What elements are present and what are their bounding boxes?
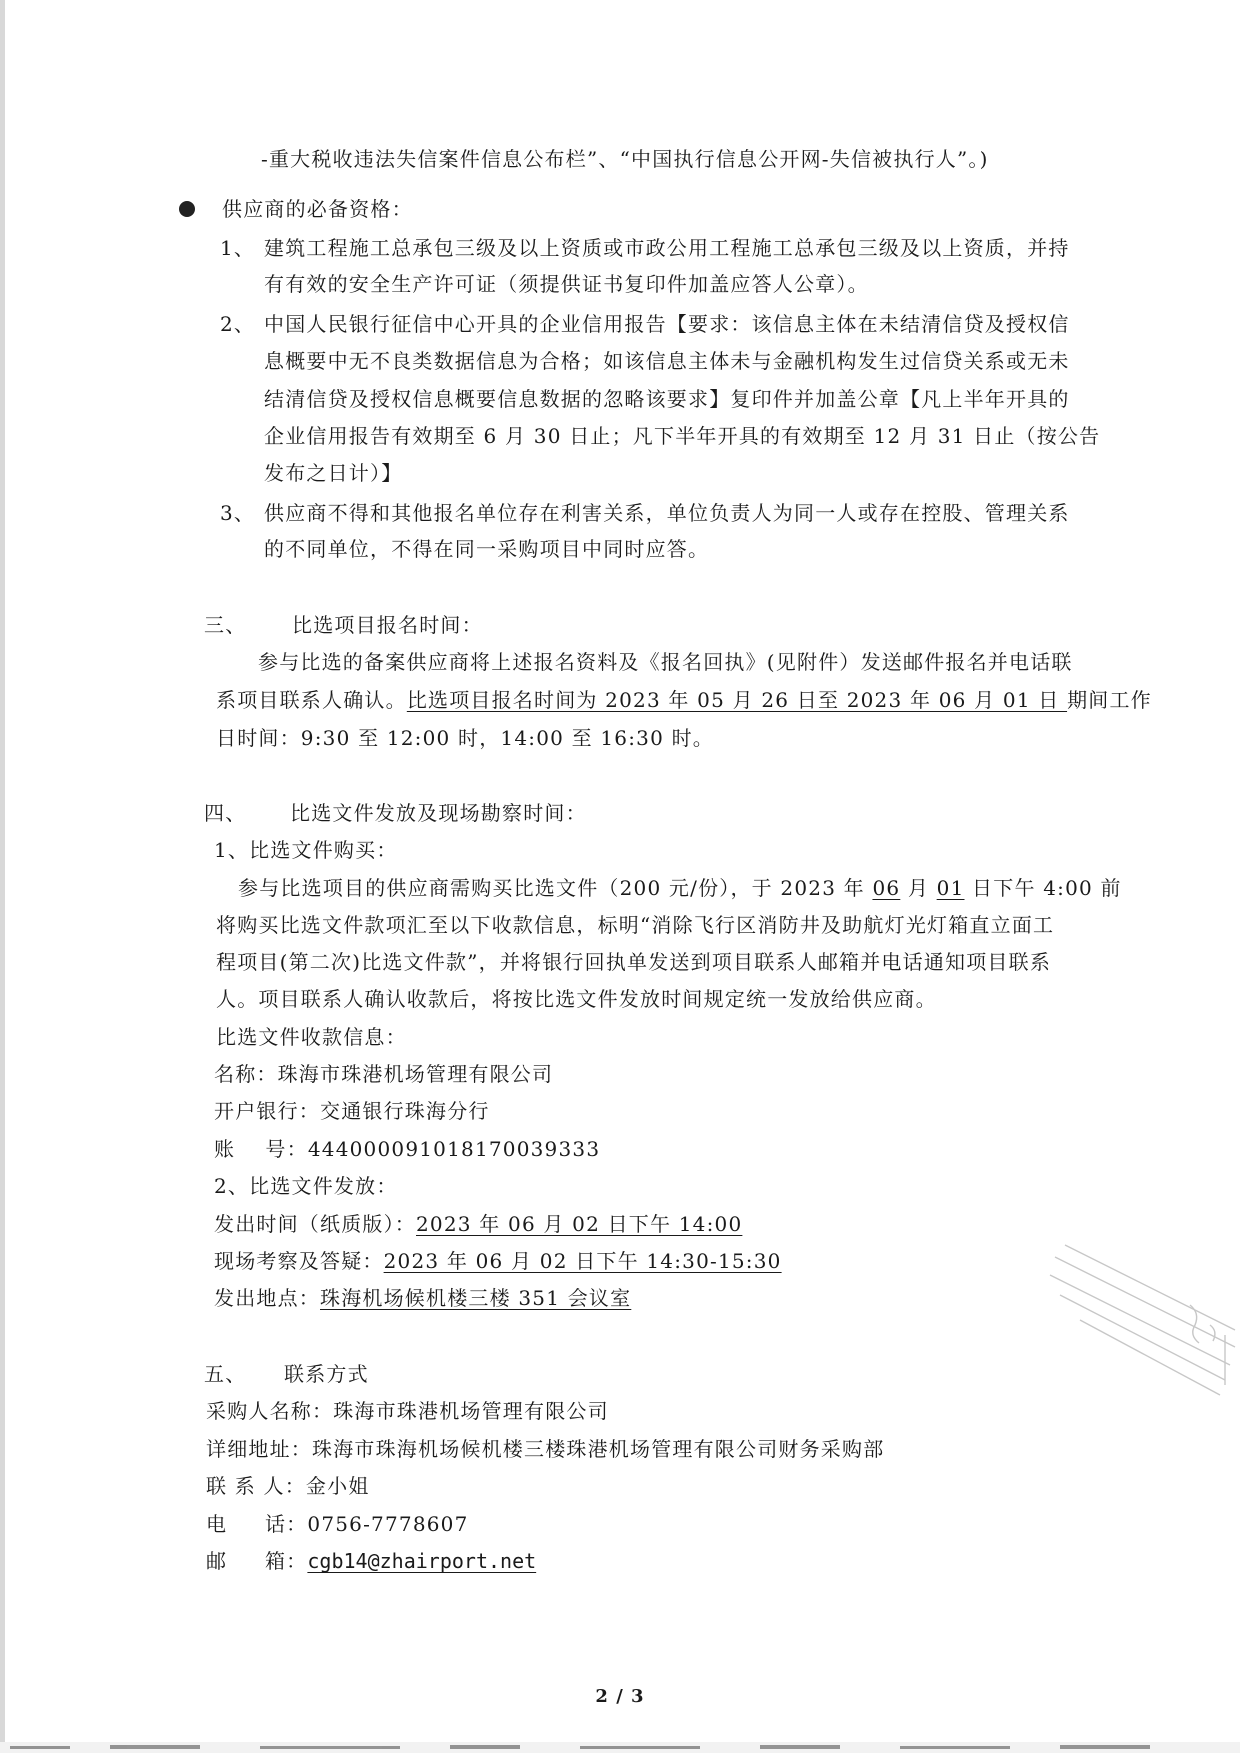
section-4-paragraph: 程项目(第二次)比选文件款”，并将银行回执单发送到项目联系人邮箱并电话通知项目联系: [216, 950, 1052, 974]
issue-time: 发出时间（纸质版）：2023 年 06 月 02 日下午 14:00: [214, 1212, 743, 1236]
qual-item-2-line: 息概要中无不良类数据信息为合格；如该信息主体未与金融机构发生过信贷关系或无未: [264, 349, 1070, 373]
section-3-paragraph: 系项目联系人确认。比选项目报名时间为 2023 年 05 月 26 日至 2023 年 06 月 01 日 期间工作: [216, 688, 1152, 712]
site-visit-time: 现场考察及答疑：2023 年 06 月 02 日下午 14:30-15:30: [214, 1249, 782, 1273]
qual-item-3-line: 供应商不得和其他报名单位存在利害关系，单位负责人为同一人或存在控股、管理关系: [264, 501, 1070, 525]
section-4-subtitle-2: 2、比选文件发放：: [214, 1174, 398, 1198]
section-3-paragraph: 参与比选的备案供应商将上述报名资料及《报名回执》(见附件）发送邮件报名并电话联: [258, 650, 1073, 674]
purchase-day: 01: [936, 876, 965, 900]
section-3-paragraph: 日时间：9:30 至 12:00 时，14:00 至 16:30 时。: [216, 726, 714, 750]
payee-bank: 开户银行：交通银行珠海分行: [214, 1099, 490, 1123]
section-5-title: 联系方式: [284, 1362, 369, 1386]
qualifications-title: 供应商的必备资格：: [222, 197, 413, 221]
section-4-paragraph: 人。项目联系人确认收款后，将按比选文件发放时间规定统一发放给供应商。: [216, 987, 937, 1011]
buyer-address: 详细地址：珠海市珠海机场候机楼三楼珠港机场管理有限公司财务采购部: [206, 1437, 885, 1461]
bullet-icon: [179, 201, 195, 217]
stamp-remnant-icon: [1040, 1235, 1240, 1405]
section-3-title: 比选项目报名时间：: [292, 613, 483, 637]
qual-item-2-line: 中国人民银行征信中心开具的企业信用报告【要求：该信息主体在未结清信贷及授权信: [264, 312, 1070, 336]
payee-info-title: 比选文件收款信息：: [216, 1025, 407, 1049]
qual-item-1-line: 建筑工程施工总承包三级及以上资质或市政公用工程施工总承包三级及以上资质，并持: [264, 236, 1070, 260]
registration-period: 比选项目报名时间为 2023 年 05 月 26 日至 2023 年 06 月 01 日: [406, 688, 1068, 712]
contact-phone: 电 话：0756-7778607: [206, 1512, 469, 1536]
scan-bottom-edge: [0, 1742, 1240, 1753]
buyer-name: 采购人名称：珠海市珠港机场管理有限公司: [206, 1399, 609, 1423]
section-4-title: 比选文件发放及现场勘察时间：: [290, 801, 587, 825]
section-4-paragraph: 参与比选项目的供应商需购买比选文件（200 元/份），于 2023 年 06 月 01 日下午 4:00 前: [238, 876, 1122, 900]
qual-item-2-line: 结清信贷及授权信息概要信息数据的忽略该要求】复印件并加盖公章【凡上半年开具的: [264, 387, 1070, 411]
scan-edge: [0, 0, 5, 1753]
qual-item-3-line: 的不同单位，不得在同一采购项目中同时应答。: [264, 537, 710, 561]
qual-item-2-num: 2、: [220, 312, 256, 336]
purchase-month: 06: [872, 876, 901, 900]
issue-place: 发出地点：珠海机场候机楼三楼 351 会议室: [214, 1286, 632, 1310]
section-4-paragraph: 将购买比选文件款项汇至以下收款信息，标明“消除飞行区消防井及助航灯光灯箱直立面工: [216, 913, 1055, 937]
page-number: 2 / 3: [595, 1686, 645, 1707]
qual-item-2-line: 企业信用报告有效期至 6 月 30 日止；凡下半年开具的有效期至 12 月 31 日止（按公告: [264, 424, 1101, 448]
section-4-number: 四、: [204, 801, 247, 825]
contact-email: 邮 箱：cgb14@zhairport.net: [206, 1549, 537, 1573]
section-3-number: 三、: [204, 613, 247, 637]
section-5-number: 五、: [204, 1362, 247, 1386]
section-4-subtitle-1: 1、比选文件购买：: [214, 838, 398, 862]
payee-name: 名称：珠海市珠港机场管理有限公司: [214, 1062, 554, 1086]
contact-person: 联 系 人：金小姐: [206, 1474, 370, 1498]
qual-item-2-line: 发布之日计）】: [264, 461, 403, 485]
qual-item-3-num: 3、: [220, 501, 256, 525]
payee-account: 账 号：444000091018170039333: [214, 1137, 601, 1161]
qual-item-1-line: 有有效的安全生产许可证（须提供证书复印件加盖应答人公章）。: [264, 272, 869, 296]
qual-item-1-num: 1、: [220, 236, 256, 260]
continuation-text: -重大税收违法失信案件信息公布栏”、“中国执行信息公开网-失信被执行人”。): [261, 147, 989, 171]
